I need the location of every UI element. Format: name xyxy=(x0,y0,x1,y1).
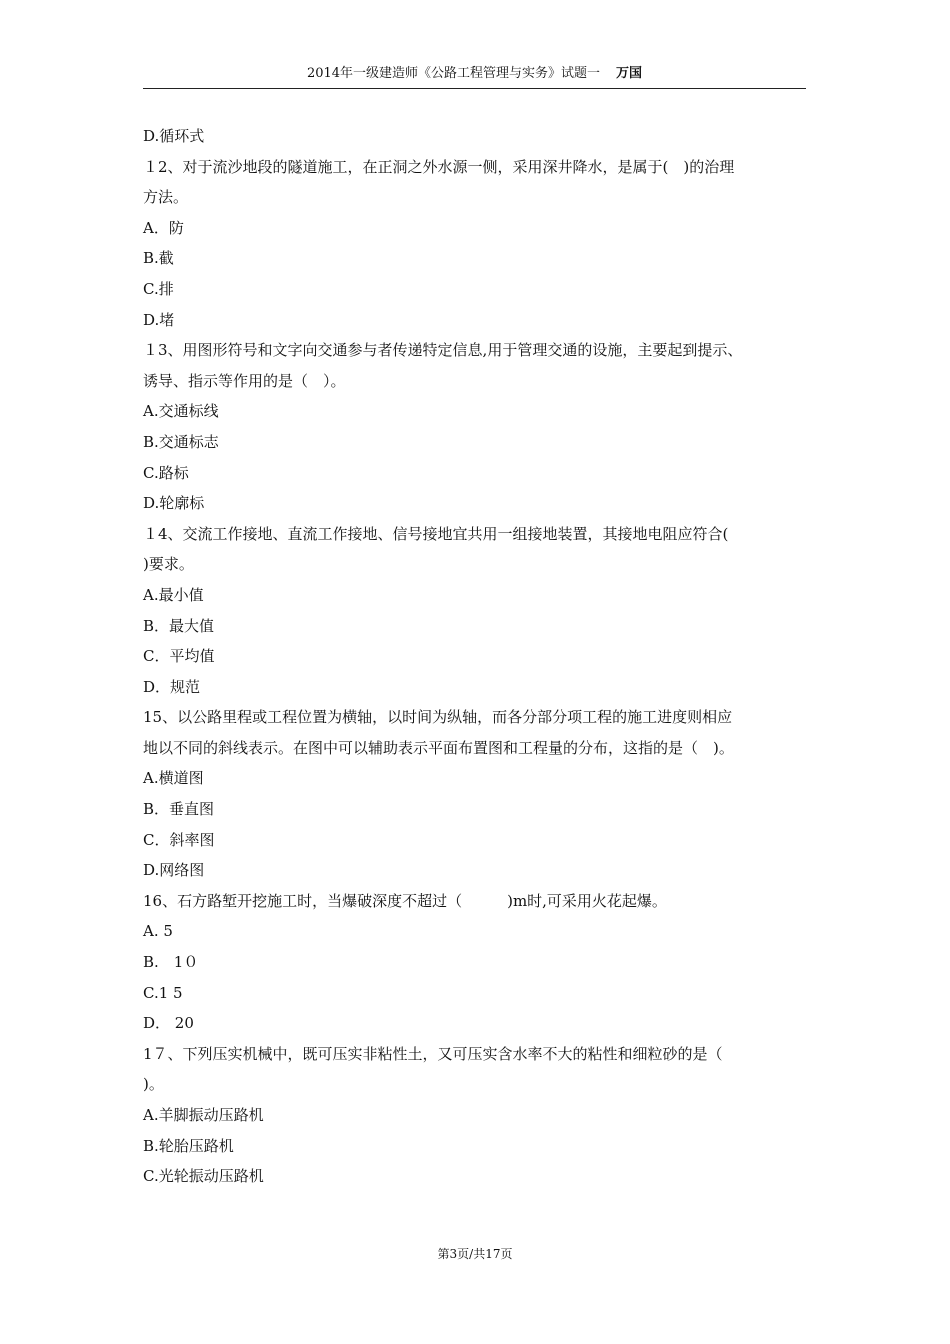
option-c: C．平均值 xyxy=(143,647,215,666)
option-a: A.最小值 xyxy=(143,585,204,604)
text-line: )要求。 xyxy=(143,555,194,574)
option-c: C.排 xyxy=(143,279,174,298)
option-c: C.光轮振动压路机 xyxy=(143,1167,264,1186)
question-13: １3、用图形符号和文字向交通参与者传递特定信息,用于管理交通的设施，主要起到提示、 xyxy=(143,341,743,360)
page-header xyxy=(143,64,806,89)
document-body xyxy=(143,121,823,1192)
option-b: B.轮胎压路机 xyxy=(143,1136,234,1155)
option-c: C．斜率图 xyxy=(143,830,215,849)
option-c: C.1 5 xyxy=(143,983,183,1002)
text-line: 方法。 xyxy=(143,188,189,207)
question-14: １4、交流工作接地、直流工作接地、信号接地宜共用一组接地装置，其接地电阻应符合( xyxy=(143,524,729,543)
option-a: A.横道图 xyxy=(143,769,204,788)
option-b: B.交通标志 xyxy=(143,432,219,451)
question-16: 16、石方路堑开挖施工时，当爆破深度不超过（ )m时,可采用火花起爆。 xyxy=(143,891,667,910)
option-c: C.路标 xyxy=(143,463,189,482)
option-d: D．规范 xyxy=(143,677,201,696)
option-d: D.轮廓标 xyxy=(143,494,205,513)
option-b: B. 1０ xyxy=(143,953,199,972)
text-line: D.循环式 xyxy=(143,127,205,145)
question-15: 15、以公路里程或工程位置为横轴，以时间为纵轴，而各分部分项工程的施工进度则相应 xyxy=(143,708,733,727)
option-d: D.网络图 xyxy=(143,861,205,880)
text-line: 诱导、指示等作用的是（ ）。 xyxy=(143,371,346,390)
text-line: )。 xyxy=(143,1075,164,1094)
option-b: B．垂直图 xyxy=(143,800,215,819)
option-a: A.交通标线 xyxy=(143,402,219,421)
header-title: 2014年一级建造师《公路工程管理与实务》试题一 xyxy=(306,66,601,81)
option-a: A.羊脚振动压路机 xyxy=(143,1106,264,1124)
text-line: 地以不同的斜线表示。在图中可以辅助表示平面布置图和工程量的分布，这指的是（ )。 xyxy=(143,738,734,757)
option-b: B.截 xyxy=(143,249,174,268)
page-number: 第3页/共17页 xyxy=(437,1247,513,1261)
option-b: B．最大值 xyxy=(143,616,215,635)
option-d: D.堵 xyxy=(143,310,175,329)
question-17: 1７、下列压实机械中，既可压实非粘性土，又可压实含水率不大的粘性和细粒砂的是（ xyxy=(143,1044,723,1063)
option-a: A．防 xyxy=(143,218,184,237)
header-brand: 万国 xyxy=(616,66,643,81)
option-d: D． 20 xyxy=(143,1014,194,1033)
question-12: １2、对于流沙地段的隧道施工，在正洞之外水源一侧，采用深井降水，是属于( )的治理 xyxy=(143,157,735,176)
page-footer xyxy=(0,1245,950,1262)
option-a: A. 5 xyxy=(143,922,173,941)
